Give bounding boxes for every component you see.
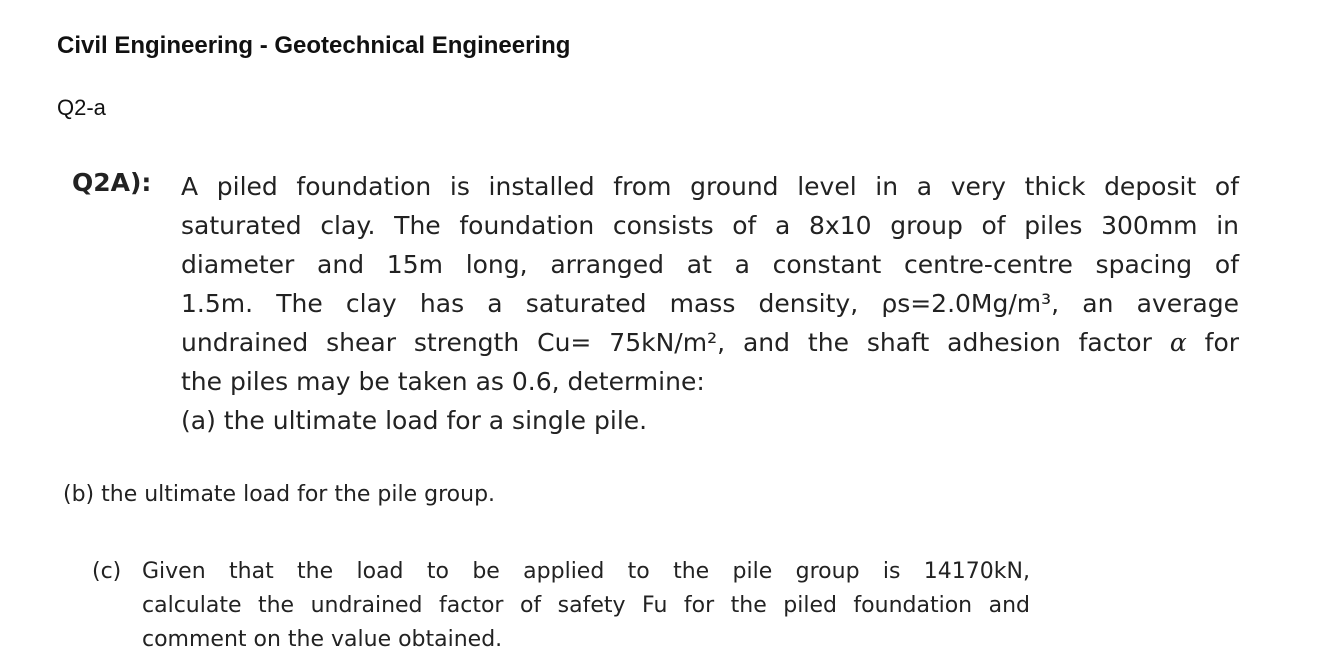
subject-title: Civil Engineering - Geotechnical Engineering <box>57 32 571 59</box>
question-line: diameter and 15m long, arranged at a constant centre-centre spacing of <box>181 250 1239 279</box>
question-body <box>181 167 1239 440</box>
question-line-with-alpha <box>181 323 1239 362</box>
question-id: Q2-a <box>57 95 106 120</box>
question-label: Q2A): <box>72 168 152 197</box>
question-line-text: undrained shear strength Cu= 75kN/m², and the shaft adhesion factor <box>181 328 1152 357</box>
question-line: A piled foundation is installed from ground level in a very thick deposit of <box>181 172 1239 201</box>
alpha-symbol: α <box>1169 328 1187 357</box>
part-a: (a) the ultimate load for a single pile. <box>181 406 648 435</box>
part-c-line: Given that the load to be applied to the pile group is 14170kN, <box>142 559 1030 584</box>
part-b: (b) the ultimate load for the pile group. <box>63 482 496 507</box>
question-line: 1.5m. The clay has a saturated mass density, ρs=2.0Mg/m³, an average <box>181 289 1239 318</box>
question-line: the piles may be taken as 0.6, determine: <box>181 367 705 396</box>
question-line-tail: for <box>1204 328 1240 357</box>
question-line: saturated clay. The foundation consists of a 8x10 group of piles 300mm in <box>181 211 1239 240</box>
part-c-line: calculate the undrained factor of safety Fu for the piled foundation and <box>142 593 1030 618</box>
part-c-tag: (c) <box>92 559 122 584</box>
part-c-line: comment on the value obtained. <box>142 627 503 652</box>
part-c-body <box>142 555 1030 657</box>
